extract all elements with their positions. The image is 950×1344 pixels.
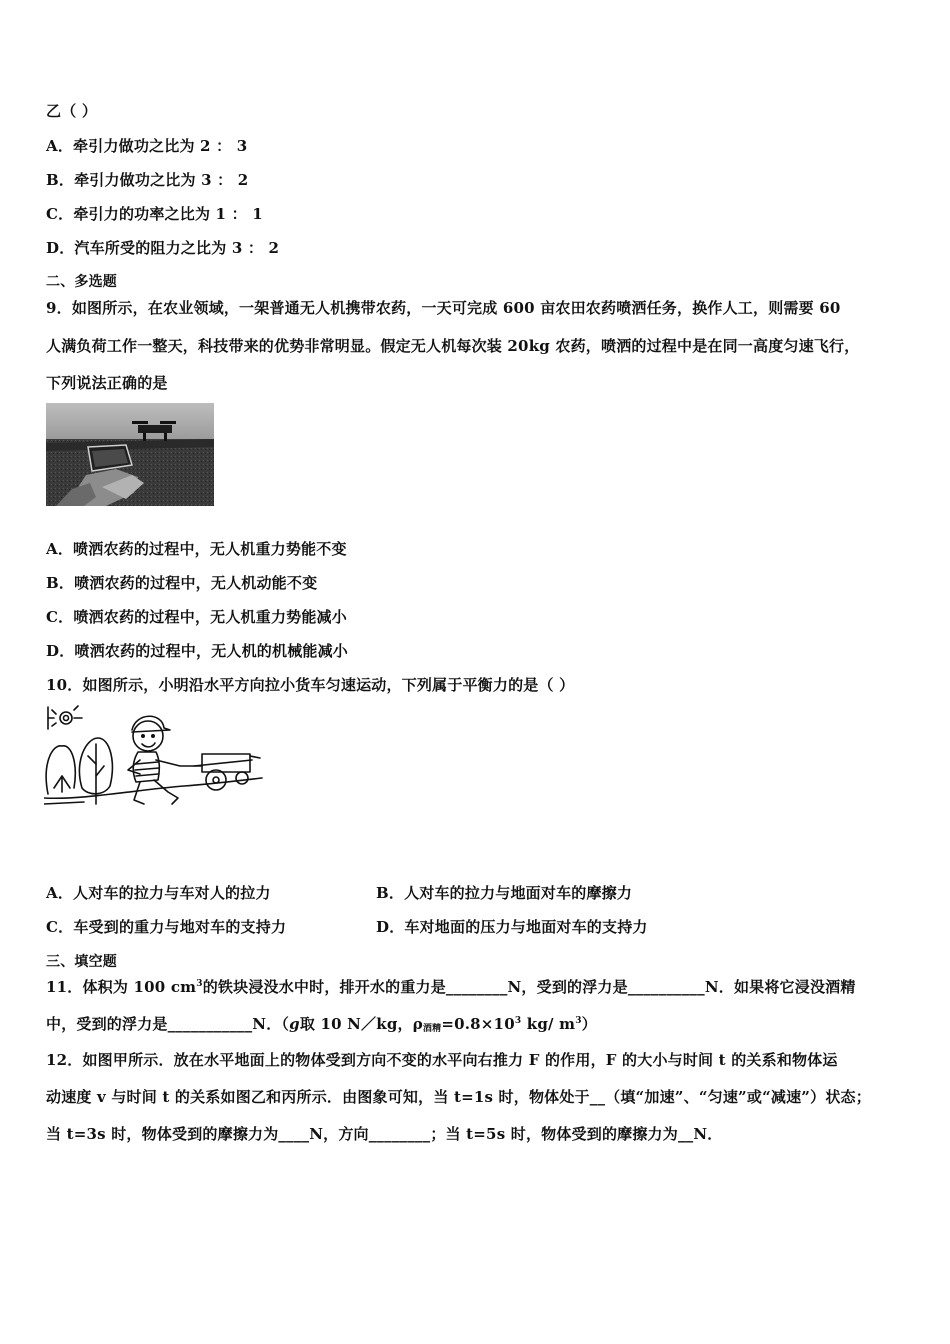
q9-option-c: C．喷洒农药的过程中，无人机重力势能减小 (46, 608, 347, 626)
q10-stem: 10．如图所示，小明沿水平方向拉小货车匀速运动，下列属于平衡力的是（ ） (46, 676, 575, 694)
q9-option-b: B．喷洒农药的过程中，无人机动能不变 (46, 574, 318, 592)
section-fill-blank-title: 三、填空题 (46, 954, 117, 970)
section-multi-choice-title: 二、多选题 (46, 274, 117, 290)
q10-option-b: B．人对车的拉力与地面对车的摩擦力 (376, 884, 633, 902)
q8-option-c: C．牵引力的功率之比为 1 ： 1 (46, 205, 263, 223)
q10-option-d: D．车对地面的压力与地面对车的支持力 (376, 918, 648, 936)
q8-option-b: B．牵引力做功之比为 3 ： 2 (46, 171, 249, 189)
q12-line1: 12．如图甲所示．放在水平地面上的物体受到方向不变的水平向右推力 F 的作用，F 的大小与时间 t 的关系和物体运 (46, 1051, 838, 1069)
q11-line2: 中，受到的浮力是___________N．（g取 10 N／kg，$\rho_{酒精}=0.8\times 10^3$ kg/ $m^3$） (46, 1015, 597, 1034)
q8-stem-end: 乙（ ） (46, 102, 98, 120)
q9-stem-line1: 9．如图所示，在农业领域，一架普通无人机携带农药，一天可完成 600 亩农田农药喷洒任务，换作人工，则需要 60 (46, 299, 841, 317)
q8-option-d: D．汽车所受的阻力之比为 3 ： 2 (46, 239, 280, 257)
q9-option-a: A．喷洒农药的过程中，无人机重力势能不变 (46, 540, 347, 558)
q11-line1: 11．体积为 100 $cm^3$的铁块浸没水中时，排开水的重力是________N，受到的浮力是__________N．如果将它浸没酒精 (46, 978, 856, 996)
sun-icon (48, 706, 82, 729)
q12-line3: 当 t=3s 时，物体受到的摩擦力为____N，方向________；当 t=5s 时，物体受到的摩擦力为__N． (46, 1125, 723, 1143)
q10-option-a: A．人对车的拉力与车对人的拉力 (46, 884, 271, 902)
q9-option-d: D．喷洒农药的过程中，无人机的机械能减小 (46, 642, 349, 660)
drone-photo (46, 403, 214, 506)
q12-line2: 动速度 v 与时间 t 的关系如图乙和丙所示．由图象可知，当 t=1s 时，物体处于__（填“加速”、“匀速”或“减速”）状态； (46, 1088, 871, 1106)
q9-stem-line3: 下列说法正确的是 (46, 374, 168, 392)
q10-option-c: C．车受到的重力与地对车的支持力 (46, 918, 287, 936)
boy-pulling-cart-illustration (44, 704, 264, 816)
q8-option-a: A．牵引力做功之比为 2 ： 3 (46, 137, 248, 155)
q9-stem-line2: 人满负荷工作一整天，科技带来的优势非常明显。假定无人机每次装 20kg 农药，喷洒的过程中是在同一高度匀速飞行， (46, 337, 860, 355)
